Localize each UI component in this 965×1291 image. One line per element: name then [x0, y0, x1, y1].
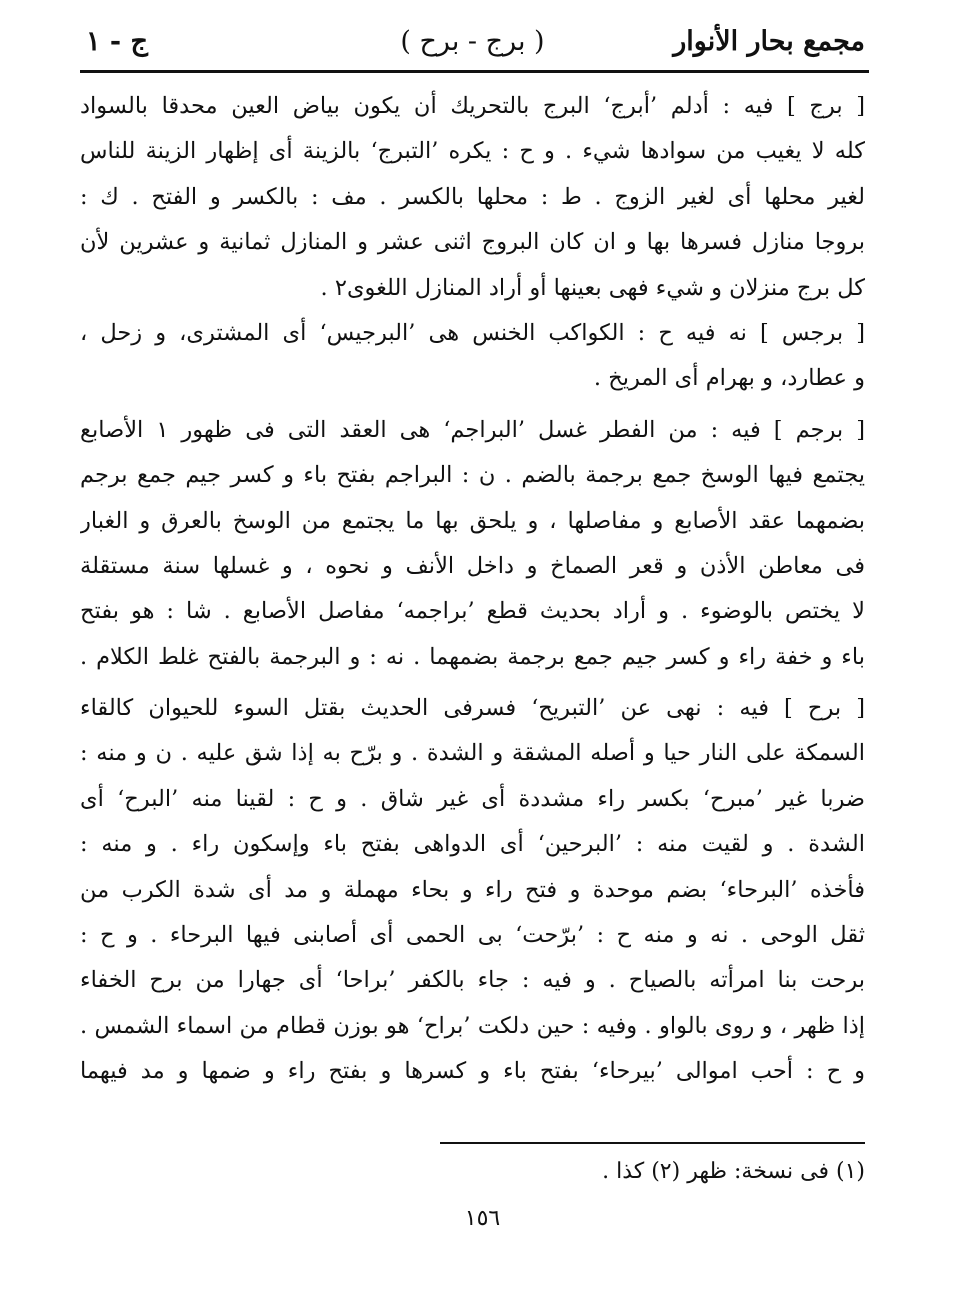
page-number: ١٥٦ [464, 1206, 501, 1231]
text-line: بضمهما عقد الأصابع و مفاصلها ، و يلحق بها ما يجتمع من الوسخ بالعرق و الغبار [80, 507, 865, 534]
running-header [80, 22, 865, 72]
text-line: فى معاطن الأذن و قعر الصماخ و داخل الأنف و نحوه ، و غسلها سنة مستقلة [80, 552, 865, 579]
text-body [80, 84, 865, 1095]
text-line: لا يختص بالوضوء . و أراد بحديث قطع ’براجمه‘ مفاصل الأصابع . شا : هو بفتح [80, 598, 865, 625]
footnote: (١) فى نسخة: ظهر (٢) كذا . [602, 1159, 865, 1184]
text-line: كل برج منزلان و شيء فهى بعينها أو أراد المنازل اللغوى٢ . [320, 274, 865, 301]
text-line: لغير محلها أى لغير الزوج . ط : محلها بالكسر . مف : بالكسر و الفتح . ك : [80, 183, 865, 210]
text-line: السمكة على النار حيا و أصله المشقة و الشدة . و برّح به إذا شق عليه . ن و منه : [80, 740, 865, 767]
text-line: [ برجم ] فيه : من الفطر غسل ’البراجم‘ هى العقد التى فى ظهور ١ الأصابع [80, 416, 865, 443]
text-line: ضربا غير ’مبرح‘ بكسر راء مشددة أى غير شاق . و ح : لقينا منه ’البرح‘ أى [80, 785, 865, 812]
book-title: مجمع بحار الأنوار [673, 26, 865, 57]
text-line: إذا ظهر ، و روى بالواو . وفيه : حين دلكت ’براح‘ هو بوزن قطام من اسماء الشمس . [80, 1012, 865, 1039]
text-line: [ برج ] فيه : أدلم ’أبرج‘ البرج بالتحريك أن يكون بياض العين محدقا بالسواد [80, 93, 865, 119]
text-line: بروجا منازل فسرها بها و ان كان البروج اثنى عشر و المنازل ثمانية و عشرين لأن [80, 229, 865, 256]
text-line: باء و خفة راء و كسر جيم جمع برجمة بضمهما . نه : و البرجمة بالفتح غلط الكلام . [80, 643, 865, 670]
text-line: كله لا يغيب من سوادها شيء . و ح : يكره ’التبرج‘ بالزينة أى إظهار الزينة للناس [80, 138, 865, 165]
text-line: [ برح ] فيه : نهى عن ’التبريح‘ فسرفى الحديث بقتل السوء للحيوان كالقاء [80, 695, 865, 722]
header-rule [80, 70, 869, 73]
text-line: برحت بنا امرأته بالصياح . و فيه : جاء بالكفر ’براحا‘ أى جهارا من برح الخفاء [80, 967, 865, 994]
text-line: و ح : أحب اموالى ’بيرحاء‘ بفتح باء و كسرها و بفتح راء و ضمها و مد فيهما [80, 1058, 865, 1085]
text-line: [ برجس ] نه فيه ح : الكواكب الخنس هى ’البرجيس‘ أى المشترى، و زحل ، [80, 319, 865, 346]
text-line: فأخذه ’البرحاء‘ بضم موحدة و فتح راء و بحاء مهملة و مد أى شدة الكرب من [80, 876, 865, 903]
text-line: و عطارد، و بهرام أى المريخ . [593, 365, 865, 392]
footnote-rule [440, 1142, 865, 1144]
text-line: يجتمع فيها الوسخ جمع برجمة بالضم . ن : البراجم بفتح باء و كسر جيم جمع برجم [80, 462, 865, 489]
text-line: الشدة . و لقيت منه : ’البرحين‘ أى الدواهى بفتح باء وإسكون راء . و منه : [80, 831, 865, 858]
text-line: ثقل الوحى . نه و منه ح : ’برّحت‘ بى الحمى أى أصابنى فيها البرحاء . و ح : [80, 922, 865, 949]
section-heading: ( برج - برح ) [400, 26, 545, 57]
volume-label: ج - ١ [86, 26, 148, 57]
